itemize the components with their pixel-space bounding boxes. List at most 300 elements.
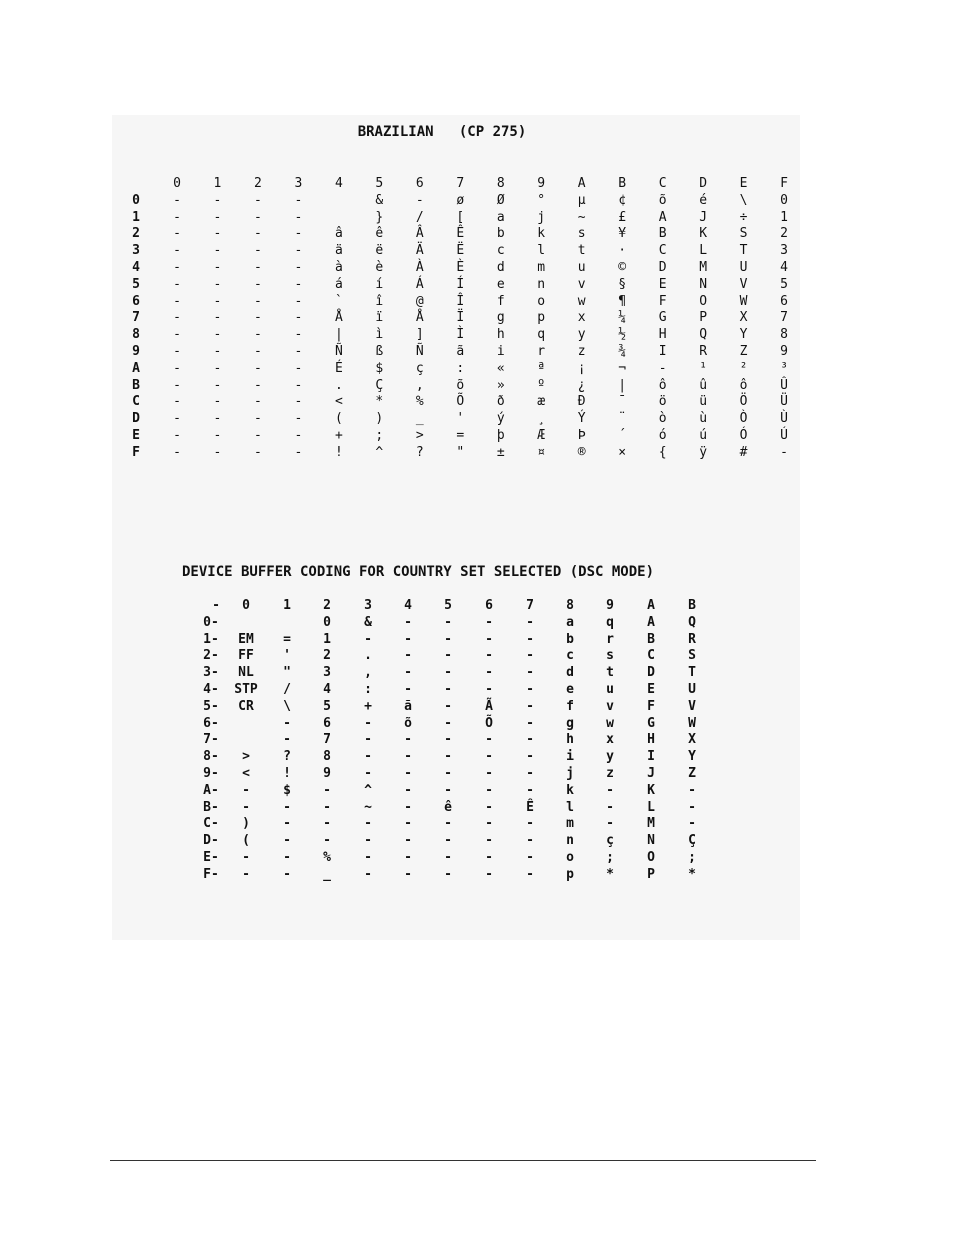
table-cell: õ bbox=[658, 192, 667, 208]
row-label: 6- bbox=[203, 715, 219, 731]
table-cell: - bbox=[283, 849, 291, 865]
table-cell: - bbox=[294, 192, 303, 208]
table-cell: - bbox=[404, 816, 412, 832]
table-cell: H bbox=[647, 732, 655, 748]
table-cell: \ bbox=[739, 192, 748, 208]
table-cell: E bbox=[647, 681, 655, 697]
table-cell: ø bbox=[456, 192, 465, 208]
table-cell: - bbox=[173, 394, 181, 410]
table-cell: - bbox=[485, 833, 493, 849]
table-cell: t bbox=[577, 243, 586, 259]
table-cell: - bbox=[213, 327, 222, 343]
table-cell: L bbox=[647, 799, 655, 815]
table-cell: - bbox=[294, 293, 303, 309]
table-cell: - bbox=[404, 681, 412, 697]
table-cell: P bbox=[699, 310, 708, 326]
row-label: 5- bbox=[203, 698, 219, 714]
table-cell: ä bbox=[334, 243, 343, 259]
table-cell: J bbox=[647, 765, 655, 781]
column-header: 6 bbox=[415, 176, 424, 191]
table-cell: Ü bbox=[780, 394, 788, 410]
table-cell: ê bbox=[375, 226, 384, 242]
table-cell: ! bbox=[334, 444, 343, 460]
table-cell: > bbox=[415, 427, 424, 443]
table-cell: - bbox=[526, 732, 534, 748]
table-cell: - bbox=[485, 765, 493, 781]
row-label: 7- bbox=[203, 732, 219, 748]
table-cell: S bbox=[739, 226, 748, 242]
table-cell: d bbox=[496, 259, 505, 275]
table-cell: ® bbox=[577, 444, 586, 460]
table-cell: - bbox=[294, 360, 303, 376]
table-cell: - bbox=[526, 631, 534, 647]
table-cell: 3 bbox=[323, 665, 331, 681]
table-cell: Ó bbox=[739, 427, 748, 443]
table-cell: \ bbox=[283, 698, 291, 714]
table-cell: Ý bbox=[577, 411, 586, 427]
table-cell: - bbox=[444, 849, 452, 865]
table-cell: D bbox=[658, 259, 667, 275]
table-cell: / bbox=[283, 681, 291, 697]
column-header: 5 bbox=[375, 176, 384, 191]
table-cell: × bbox=[618, 444, 627, 460]
table-cell: - bbox=[404, 866, 412, 882]
table-cell: - bbox=[254, 293, 262, 309]
table-cell: - bbox=[213, 226, 222, 242]
table-cell: " bbox=[456, 444, 465, 460]
column-header: 4 bbox=[334, 176, 343, 191]
table-cell: p bbox=[566, 866, 574, 882]
table-cell: - bbox=[444, 866, 452, 882]
table-cell: j bbox=[566, 765, 574, 781]
table-cell: - bbox=[173, 327, 181, 343]
table-cell: ¬ bbox=[618, 360, 627, 376]
table-cell: L bbox=[699, 243, 708, 259]
table-cell: O bbox=[647, 849, 655, 865]
table-cell: - bbox=[404, 833, 412, 849]
row-label: E bbox=[132, 427, 140, 443]
table-cell: Ç bbox=[375, 377, 384, 393]
row-label: 4 bbox=[132, 259, 140, 275]
table-cell: ô bbox=[739, 377, 748, 393]
table-cell: È bbox=[456, 259, 465, 275]
table-cell: < bbox=[334, 394, 343, 410]
table-cell: 2 bbox=[780, 226, 788, 242]
table-cell: - bbox=[415, 192, 424, 208]
table-cell: - bbox=[294, 377, 303, 393]
column-header: B bbox=[688, 598, 696, 613]
table-cell: Ð bbox=[577, 394, 586, 410]
table-cell: T bbox=[739, 243, 748, 259]
row-label: 0- bbox=[203, 614, 219, 630]
table-cell: - bbox=[444, 765, 452, 781]
table-cell: - bbox=[404, 765, 412, 781]
table-cell: ö bbox=[658, 394, 667, 410]
table-cell: v bbox=[606, 698, 614, 714]
table-cell: - bbox=[294, 276, 303, 292]
table-cell: - bbox=[283, 816, 291, 832]
table-cell: - bbox=[485, 681, 493, 697]
table-cell: Æ bbox=[537, 427, 546, 443]
table-cell: Ç bbox=[688, 833, 696, 849]
table-cell: 5 bbox=[780, 276, 788, 292]
table-cell: X bbox=[688, 732, 696, 748]
table-cell: T bbox=[688, 665, 696, 681]
table-cell: 4 bbox=[323, 681, 331, 697]
table-cell: ¡ bbox=[577, 360, 586, 376]
column-header: 8 bbox=[496, 176, 505, 191]
table-cell: - bbox=[404, 849, 412, 865]
table-cell: P bbox=[647, 866, 655, 882]
table-cell: - bbox=[294, 310, 303, 326]
table-cell: - bbox=[323, 816, 331, 832]
table-cell: ê bbox=[444, 799, 452, 815]
table-cell: N bbox=[647, 833, 655, 849]
table-cell: Þ bbox=[577, 427, 586, 443]
table-cell: - bbox=[173, 360, 181, 376]
table-cell: c bbox=[496, 243, 505, 259]
table-cell: - bbox=[364, 631, 372, 647]
column-header: - bbox=[212, 598, 220, 613]
table-cell: o bbox=[537, 293, 546, 309]
table-cell: ! bbox=[283, 765, 291, 781]
table-cell: Ñ bbox=[334, 343, 343, 359]
table-cell: D bbox=[647, 665, 655, 681]
table-cell: - bbox=[254, 209, 262, 225]
table-cell: k bbox=[566, 782, 574, 798]
table-cell: - bbox=[254, 377, 262, 393]
table-cell: - bbox=[404, 782, 412, 798]
table-cell: ] bbox=[415, 327, 424, 343]
table-cell: - bbox=[213, 343, 222, 359]
table-cell: í bbox=[375, 276, 384, 292]
table-cell: ª bbox=[537, 360, 546, 376]
table-cell: ü bbox=[699, 394, 708, 410]
table-cell: - bbox=[658, 360, 667, 376]
table-cell: 2 bbox=[323, 648, 331, 664]
table-cell: é bbox=[699, 192, 708, 208]
table-cell: - bbox=[485, 614, 493, 630]
row-label: 4- bbox=[203, 681, 219, 697]
column-header: 1 bbox=[283, 598, 291, 613]
table-cell: - bbox=[364, 833, 372, 849]
table-cell: B bbox=[647, 631, 655, 647]
table-cell: < bbox=[242, 765, 250, 781]
table-cell: - bbox=[606, 782, 614, 798]
table-cell: ¯ bbox=[618, 394, 627, 410]
row-label: 9- bbox=[203, 765, 219, 781]
table-cell: - bbox=[213, 444, 222, 460]
table-cell: Z bbox=[688, 765, 696, 781]
table-cell: - bbox=[364, 816, 372, 832]
table-cell: O bbox=[699, 293, 708, 309]
table-cell: Ã bbox=[485, 698, 493, 714]
table-cell: - bbox=[283, 799, 291, 815]
table-cell: " bbox=[283, 665, 291, 681]
row-label: F bbox=[132, 444, 140, 460]
row-label: D bbox=[132, 411, 140, 427]
table-cell: - bbox=[242, 782, 250, 798]
table-cell: - bbox=[323, 782, 331, 798]
table-cell: A bbox=[647, 614, 655, 630]
table-cell: * bbox=[688, 866, 696, 882]
column-header: A bbox=[577, 176, 586, 191]
table-cell: þ bbox=[496, 427, 505, 443]
row-label: D- bbox=[203, 833, 219, 849]
table-cell: * bbox=[606, 866, 614, 882]
table-cell: - bbox=[485, 782, 493, 798]
table-cell: ; bbox=[375, 427, 384, 443]
table-cell: w bbox=[606, 715, 614, 731]
table-cell: k bbox=[537, 226, 546, 242]
table-cell: - bbox=[213, 192, 222, 208]
table-cell: $ bbox=[375, 360, 384, 376]
row-label: 8 bbox=[132, 327, 140, 343]
table-cell: - bbox=[242, 799, 250, 815]
table-cell: % bbox=[323, 849, 331, 865]
table-cell: ¿ bbox=[577, 377, 586, 393]
table-cell: - bbox=[213, 243, 222, 259]
table-cell: - bbox=[404, 631, 412, 647]
table-cell: ð bbox=[496, 394, 505, 410]
table-cell: 8 bbox=[780, 327, 788, 343]
table-cell: ~ bbox=[577, 209, 586, 225]
table-cell: R bbox=[688, 631, 696, 647]
table-cell: ? bbox=[283, 749, 291, 765]
table-cell: - bbox=[283, 715, 291, 731]
table-cell: - bbox=[294, 411, 303, 427]
table-cell: l bbox=[537, 243, 546, 259]
table-cell: S bbox=[688, 648, 696, 664]
table-cell: â bbox=[334, 226, 343, 242]
row-label: B bbox=[132, 377, 140, 393]
table-cell: M bbox=[699, 259, 708, 275]
table-cell: U bbox=[739, 259, 748, 275]
table-cell: ò bbox=[658, 411, 667, 427]
column-header: A bbox=[647, 598, 655, 613]
table-cell: G bbox=[647, 715, 655, 731]
column-header: 7 bbox=[526, 598, 534, 613]
table-cell: - bbox=[213, 293, 222, 309]
table-cell: » bbox=[496, 377, 505, 393]
table-cell: ± bbox=[496, 444, 505, 460]
table-cell: ï bbox=[375, 310, 384, 326]
table-cell: ` bbox=[334, 293, 343, 309]
column-header: 2 bbox=[254, 176, 262, 191]
table-cell: G bbox=[658, 310, 667, 326]
table-cell: - bbox=[688, 816, 696, 832]
row-label: C- bbox=[203, 816, 219, 832]
table-cell: 0 bbox=[780, 192, 788, 208]
table-cell: - bbox=[485, 849, 493, 865]
table-cell: ) bbox=[375, 411, 384, 427]
table-cell: - bbox=[173, 411, 181, 427]
table-cell: - bbox=[526, 833, 534, 849]
table-cell: n bbox=[566, 833, 574, 849]
table-cell: - bbox=[254, 310, 262, 326]
table-cell: - bbox=[213, 310, 222, 326]
table-cell: - bbox=[254, 343, 262, 359]
table-cell: f bbox=[566, 698, 574, 714]
table-cell: ÷ bbox=[739, 209, 748, 225]
table-cell: ¥ bbox=[618, 226, 627, 242]
table-cell: - bbox=[294, 209, 303, 225]
table-cell: - bbox=[283, 732, 291, 748]
table-cell: ß bbox=[375, 343, 384, 359]
table-cell: - bbox=[485, 732, 493, 748]
table-cell: = bbox=[283, 631, 291, 647]
table-cell: ? bbox=[415, 444, 424, 460]
table-cell: - bbox=[294, 243, 303, 259]
table-cell: § bbox=[618, 276, 627, 292]
table-cell: , bbox=[364, 665, 372, 681]
column-header: F bbox=[780, 176, 788, 191]
table-cell: d bbox=[566, 665, 574, 681]
table-cell: > bbox=[242, 749, 250, 765]
row-label: 0 bbox=[132, 192, 140, 208]
row-label: 2- bbox=[203, 648, 219, 664]
table-cell: ¸ bbox=[537, 411, 546, 427]
table-cell: Ù bbox=[780, 411, 788, 427]
table-cell: ³ bbox=[780, 360, 788, 376]
table-cell: CR bbox=[238, 698, 254, 714]
table-cell: g bbox=[566, 715, 574, 731]
table-cell: - bbox=[444, 749, 452, 765]
table-cell: - bbox=[404, 732, 412, 748]
table-cell: _ bbox=[415, 411, 424, 427]
table-cell: - bbox=[444, 782, 452, 798]
table-cell: - bbox=[444, 614, 452, 630]
table-cell: - bbox=[526, 648, 534, 664]
table-cell: ¼ bbox=[618, 310, 627, 326]
table-cell: } bbox=[375, 209, 384, 225]
table-cell: ; bbox=[606, 849, 614, 865]
table-cell: ¾ bbox=[618, 343, 627, 359]
table-cell: - bbox=[404, 665, 412, 681]
table-cell: Û bbox=[780, 377, 788, 393]
table-cell: - bbox=[526, 816, 534, 832]
table-cell: { bbox=[658, 444, 667, 460]
table-cell: o bbox=[566, 849, 574, 865]
table-cell: : bbox=[364, 681, 372, 697]
table-cell: X bbox=[739, 310, 748, 326]
table-cell: - bbox=[485, 866, 493, 882]
table-cell: STP bbox=[234, 681, 258, 697]
table-cell: b bbox=[496, 226, 505, 242]
table-cell: x bbox=[577, 310, 586, 326]
table-cell: ù bbox=[699, 411, 708, 427]
table-cell: - bbox=[213, 360, 222, 376]
table-cell: b bbox=[566, 631, 574, 647]
table-cell: Ï bbox=[456, 310, 465, 326]
table-cell: n bbox=[537, 276, 546, 292]
footer-divider bbox=[110, 1160, 816, 1161]
table-cell: - bbox=[173, 343, 181, 359]
table-cell: K bbox=[647, 782, 655, 798]
table-cell: h bbox=[566, 732, 574, 748]
table-cell: - bbox=[688, 799, 696, 815]
table-cell: Ä bbox=[415, 243, 424, 259]
table-cell: K bbox=[699, 226, 708, 242]
table-cell: Å bbox=[415, 310, 424, 326]
table-cell: - bbox=[173, 377, 181, 393]
table-cell: ; bbox=[688, 849, 696, 865]
table-cell: & bbox=[364, 614, 372, 630]
table-cell: - bbox=[173, 192, 181, 208]
table-cell: E bbox=[658, 276, 667, 292]
table-cell: - bbox=[444, 715, 452, 731]
table-cell: p bbox=[537, 310, 546, 326]
table-cell: 1 bbox=[323, 631, 331, 647]
row-label: 8- bbox=[203, 749, 219, 765]
table-cell: © bbox=[618, 259, 627, 275]
row-label: 3- bbox=[203, 665, 219, 681]
table-cell: - bbox=[485, 648, 493, 664]
table-cell: EM bbox=[238, 631, 254, 647]
table-cell: & bbox=[375, 192, 384, 208]
table-cell: F bbox=[647, 698, 655, 714]
table-cell: ç bbox=[415, 360, 424, 376]
column-header: 0 bbox=[173, 176, 181, 191]
table-cell: % bbox=[415, 394, 424, 410]
table-cell: º bbox=[537, 377, 546, 393]
row-label: 7 bbox=[132, 310, 140, 326]
table-cell: £ bbox=[618, 209, 627, 225]
table-cell: - bbox=[444, 665, 452, 681]
table-cell: - bbox=[254, 394, 262, 410]
table-cell: , bbox=[415, 377, 424, 393]
table-cell: - bbox=[444, 833, 452, 849]
table-cell: - bbox=[213, 259, 222, 275]
row-label: 2 bbox=[132, 226, 140, 242]
column-header: 2 bbox=[323, 598, 331, 613]
table-cell: - bbox=[444, 732, 452, 748]
table-cell: FF bbox=[238, 648, 254, 664]
table-cell: - bbox=[606, 799, 614, 815]
table-cell: - bbox=[485, 631, 493, 647]
table-cell: 3 bbox=[780, 243, 788, 259]
table-cell: ' bbox=[283, 648, 291, 664]
column-header: B bbox=[618, 176, 627, 191]
table-cell: Q bbox=[688, 614, 696, 630]
table-cell: Ñ bbox=[415, 343, 424, 359]
table-cell: ^ bbox=[375, 444, 384, 460]
table-cell: õ bbox=[456, 377, 465, 393]
table-cell: $ bbox=[283, 782, 291, 798]
table-cell: C bbox=[647, 648, 655, 664]
table-cell: µ bbox=[577, 192, 586, 208]
row-label: 1- bbox=[203, 631, 219, 647]
column-header: 5 bbox=[444, 598, 452, 613]
column-header: 3 bbox=[294, 176, 303, 191]
table-cell: ( bbox=[242, 833, 250, 849]
row-label: 6 bbox=[132, 293, 140, 309]
table-cell: N bbox=[699, 276, 708, 292]
table-cell: ¤ bbox=[537, 444, 546, 460]
table-cell: m bbox=[566, 816, 574, 832]
table-cell: ² bbox=[739, 360, 748, 376]
table-cell: ) bbox=[242, 816, 250, 832]
table-cell: Ë bbox=[456, 243, 465, 259]
brazilian-cp275-title: BRAZILIAN (CP 275) bbox=[357, 124, 527, 140]
table-cell: - bbox=[364, 715, 372, 731]
table-cell: - bbox=[254, 226, 262, 242]
table-cell: y bbox=[606, 749, 614, 765]
table-cell: 4 bbox=[780, 259, 788, 275]
table-cell: ^ bbox=[364, 782, 372, 798]
table-cell: - bbox=[254, 259, 262, 275]
table-cell: è bbox=[375, 259, 384, 275]
